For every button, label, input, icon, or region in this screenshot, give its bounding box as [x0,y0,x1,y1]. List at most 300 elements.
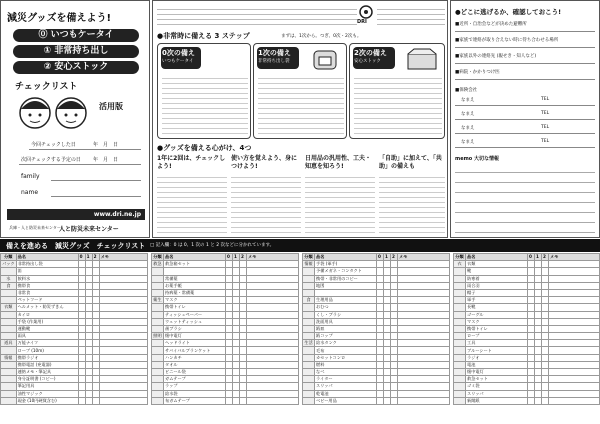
checkbox-cell[interactable] [384,282,391,289]
contact-field-1[interactable] [455,47,595,48]
checkbox-cell[interactable] [240,369,247,376]
checkbox-cell[interactable] [528,261,535,268]
checkbox-cell[interactable] [391,325,398,332]
checkbox-cell[interactable] [240,397,247,404]
memo-cell[interactable] [99,261,147,268]
memo-cell[interactable] [549,325,600,332]
checkbox-cell[interactable] [78,318,85,325]
checkbox-cell[interactable] [377,361,384,368]
checkbox-cell[interactable] [384,268,391,275]
checkbox-cell[interactable] [535,333,542,340]
memo-cell[interactable] [549,268,600,275]
checkbox-cell[interactable] [391,304,398,311]
checkbox-cell[interactable] [384,333,391,340]
memo-cell[interactable] [398,390,450,397]
checkbox-cell[interactable] [240,333,247,340]
checkbox-cell[interactable] [92,304,99,311]
checkbox-cell[interactable] [542,376,549,383]
checkbox-cell[interactable] [377,311,384,318]
memo-cell[interactable] [398,268,450,275]
checkbox-cell[interactable] [528,268,535,275]
checkbox-cell[interactable] [542,311,549,318]
checkbox-cell[interactable] [85,289,92,296]
name-field[interactable] [51,196,141,197]
checkbox-cell[interactable] [391,282,398,289]
checkbox-cell[interactable] [226,311,233,318]
memo-cell[interactable] [99,304,147,311]
checkbox-cell[interactable] [233,325,240,332]
checkbox-cell[interactable] [535,354,542,361]
checkbox-cell[interactable] [240,376,247,383]
checkbox-cell[interactable] [92,311,99,318]
checkbox-cell[interactable] [226,383,233,390]
checkbox-cell[interactable] [92,383,99,390]
checkbox-cell[interactable] [233,282,240,289]
checkbox-cell[interactable] [542,261,549,268]
memo-cell[interactable] [549,347,600,354]
checkbox-cell[interactable] [85,397,92,404]
checkbox-cell[interactable] [226,340,233,347]
check-today-date[interactable]: 年 月 日 [93,142,119,148]
checkbox-cell[interactable] [391,361,398,368]
checkbox-cell[interactable] [542,325,549,332]
checkbox-cell[interactable] [92,347,99,354]
checkbox-cell[interactable] [85,297,92,304]
checkbox-cell[interactable] [377,376,384,383]
checkbox-cell[interactable] [226,376,233,383]
memo-cell[interactable] [247,369,299,376]
checkbox-cell[interactable] [78,390,85,397]
checkbox-cell[interactable] [85,311,92,318]
memo-cell[interactable] [549,275,600,282]
checkbox-cell[interactable] [233,369,240,376]
checkbox-cell[interactable] [226,397,233,404]
checkbox-cell[interactable] [528,383,535,390]
memo-cell[interactable] [549,397,600,404]
checkbox-cell[interactable] [85,325,92,332]
checkbox-cell[interactable] [528,289,535,296]
checkbox-cell[interactable] [542,369,549,376]
memo-cell[interactable] [549,282,600,289]
checkbox-cell[interactable] [542,361,549,368]
memo-cell[interactable] [398,289,450,296]
checkbox-cell[interactable] [391,383,398,390]
checkbox-cell[interactable] [233,275,240,282]
checkbox-cell[interactable] [535,261,542,268]
checkbox-cell[interactable] [240,304,247,311]
memo-cell[interactable] [99,390,147,397]
checkbox-cell[interactable] [384,340,391,347]
checkbox-cell[interactable] [391,261,398,268]
checkbox-cell[interactable] [85,268,92,275]
memo-cell[interactable] [549,311,600,318]
checkbox-cell[interactable] [240,282,247,289]
memo-cell[interactable] [398,297,450,304]
memo-cell[interactable] [99,268,147,275]
checkbox-cell[interactable] [233,340,240,347]
checkbox-cell[interactable] [535,361,542,368]
memo-cell[interactable] [549,390,600,397]
memo-cell[interactable] [549,369,600,376]
checkbox-cell[interactable] [528,318,535,325]
checkbox-cell[interactable] [391,268,398,275]
checkbox-cell[interactable] [528,340,535,347]
memo-cell[interactable] [99,347,147,354]
memo-cell[interactable] [247,318,299,325]
checkbox-cell[interactable] [92,376,99,383]
checkbox-cell[interactable] [233,297,240,304]
checkbox-cell[interactable] [78,397,85,404]
memo-cell[interactable] [247,390,299,397]
checkbox-cell[interactable] [85,318,92,325]
checkbox-cell[interactable] [391,311,398,318]
family-field[interactable] [51,180,141,181]
memo-cell[interactable] [398,376,450,383]
checkbox-cell[interactable] [391,369,398,376]
memo-cell[interactable] [398,340,450,347]
checkbox-cell[interactable] [240,268,247,275]
checkbox-cell[interactable] [78,369,85,376]
checkbox-cell[interactable] [78,361,85,368]
checkbox-cell[interactable] [377,383,384,390]
checkbox-cell[interactable] [391,275,398,282]
checkbox-cell[interactable] [85,333,92,340]
checkbox-cell[interactable] [92,318,99,325]
memo-cell[interactable] [398,325,450,332]
checkbox-cell[interactable] [92,397,99,404]
checkbox-cell[interactable] [391,347,398,354]
checkbox-cell[interactable] [542,304,549,311]
checkbox-cell[interactable] [542,282,549,289]
memo-cell[interactable] [398,311,450,318]
checkbox-cell[interactable] [391,333,398,340]
checkbox-cell[interactable] [85,304,92,311]
memo-cell[interactable] [549,361,600,368]
memo-cell[interactable] [549,297,600,304]
memo-cell[interactable] [549,376,600,383]
checkbox-cell[interactable] [226,369,233,376]
checkbox-cell[interactable] [78,376,85,383]
memo-cell[interactable] [549,318,600,325]
memo-cell[interactable] [247,376,299,383]
checkbox-cell[interactable] [384,304,391,311]
memo-cell[interactable] [549,340,600,347]
memo-cell[interactable] [99,383,147,390]
memo-cell[interactable] [247,383,299,390]
checkbox-cell[interactable] [528,282,535,289]
memo-cell[interactable] [549,354,600,361]
checkbox-cell[interactable] [542,354,549,361]
checkbox-cell[interactable] [384,390,391,397]
checkbox-cell[interactable] [384,354,391,361]
checkbox-cell[interactable] [92,297,99,304]
checkbox-cell[interactable] [542,268,549,275]
checkbox-cell[interactable] [78,354,85,361]
checkbox-cell[interactable] [78,311,85,318]
memo-cell[interactable] [549,383,600,390]
checkbox-cell[interactable] [78,304,85,311]
checkbox-cell[interactable] [535,289,542,296]
checkbox-cell[interactable] [391,318,398,325]
memo-cell[interactable] [99,275,147,282]
checkbox-cell[interactable] [85,282,92,289]
checkbox-cell[interactable] [226,261,233,268]
memo-cell[interactable] [99,361,147,368]
check-next-date[interactable]: 年 月 日 [93,157,119,163]
checkbox-cell[interactable] [226,318,233,325]
memo-cell[interactable] [549,304,600,311]
checkbox-cell[interactable] [240,340,247,347]
checkbox-cell[interactable] [377,261,384,268]
checkbox-cell[interactable] [233,289,240,296]
checkbox-cell[interactable] [535,297,542,304]
memo-cell[interactable] [247,282,299,289]
checkbox-cell[interactable] [92,325,99,332]
checkbox-cell[interactable] [240,347,247,354]
checkbox-cell[interactable] [377,275,384,282]
checkbox-cell[interactable] [377,297,384,304]
checkbox-cell[interactable] [535,275,542,282]
checkbox-cell[interactable] [542,318,549,325]
checkbox-cell[interactable] [226,347,233,354]
checkbox-cell[interactable] [78,325,85,332]
memo-cell[interactable] [247,347,299,354]
checkbox-cell[interactable] [78,383,85,390]
checkbox-cell[interactable] [528,297,535,304]
checkbox-cell[interactable] [384,311,391,318]
checkbox-cell[interactable] [535,282,542,289]
memo-cell[interactable] [247,297,299,304]
checkbox-cell[interactable] [233,261,240,268]
checkbox-cell[interactable] [85,369,92,376]
memo-cell[interactable] [99,325,147,332]
checkbox-cell[interactable] [528,390,535,397]
memo-cell[interactable] [398,383,450,390]
memo-cell[interactable] [99,318,147,325]
memo-cell[interactable] [99,289,147,296]
checkbox-cell[interactable] [92,289,99,296]
memo-cell[interactable] [247,361,299,368]
checkbox-cell[interactable] [384,397,391,404]
memo-cell[interactable] [247,397,299,404]
checkbox-cell[interactable] [384,261,391,268]
checkbox-cell[interactable] [92,268,99,275]
checkbox-cell[interactable] [78,261,85,268]
checkbox-cell[interactable] [92,333,99,340]
checkbox-cell[interactable] [384,325,391,332]
checkbox-cell[interactable] [528,325,535,332]
checkbox-cell[interactable] [535,311,542,318]
checkbox-cell[interactable] [240,261,247,268]
checkbox-cell[interactable] [233,318,240,325]
checkbox-cell[interactable] [391,340,398,347]
checkbox-cell[interactable] [78,289,85,296]
memo-cell[interactable] [398,333,450,340]
checkbox-cell[interactable] [92,354,99,361]
memo-cell[interactable] [247,304,299,311]
checkbox-cell[interactable] [240,390,247,397]
checkbox-cell[interactable] [542,297,549,304]
checkbox-cell[interactable] [240,318,247,325]
checkbox-cell[interactable] [233,347,240,354]
checkbox-cell[interactable] [240,383,247,390]
url-text[interactable]: www.dri.ne.jp [93,211,141,218]
checkbox-cell[interactable] [535,397,542,404]
checkbox-cell[interactable] [85,354,92,361]
checkbox-cell[interactable] [384,318,391,325]
checkbox-cell[interactable] [384,275,391,282]
checkbox-cell[interactable] [233,304,240,311]
checkbox-cell[interactable] [240,311,247,318]
memo-cell[interactable] [398,397,450,404]
checkbox-cell[interactable] [535,376,542,383]
memo-cell[interactable] [99,333,147,340]
checkbox-cell[interactable] [92,282,99,289]
checkbox-cell[interactable] [535,383,542,390]
memo-cell[interactable] [398,304,450,311]
checkbox-cell[interactable] [233,376,240,383]
checkbox-cell[interactable] [384,361,391,368]
checkbox-cell[interactable] [535,304,542,311]
memo-cell[interactable] [549,261,600,268]
checkbox-cell[interactable] [240,275,247,282]
checkbox-cell[interactable] [384,376,391,383]
checkbox-cell[interactable] [377,289,384,296]
checkbox-cell[interactable] [92,340,99,347]
memo-cell[interactable] [398,347,450,354]
memo-cell[interactable] [247,354,299,361]
checkbox-cell[interactable] [240,297,247,304]
checkbox-cell[interactable] [391,376,398,383]
checkbox-cell[interactable] [78,297,85,304]
checkbox-cell[interactable] [240,354,247,361]
checkbox-cell[interactable] [226,333,233,340]
memo-cell[interactable] [398,354,450,361]
checkbox-cell[interactable] [233,268,240,275]
checkbox-cell[interactable] [384,289,391,296]
memo-cell[interactable] [247,275,299,282]
checkbox-cell[interactable] [92,261,99,268]
checkbox-cell[interactable] [384,369,391,376]
checkbox-cell[interactable] [377,340,384,347]
checkbox-cell[interactable] [391,289,398,296]
memo-cell[interactable] [99,282,147,289]
memo-cell[interactable] [549,289,600,296]
checkbox-cell[interactable] [528,304,535,311]
checkbox-cell[interactable] [92,390,99,397]
checkbox-cell[interactable] [233,333,240,340]
checkbox-cell[interactable] [377,354,384,361]
checkbox-cell[interactable] [391,397,398,404]
checkbox-cell[interactable] [528,361,535,368]
checkbox-cell[interactable] [226,275,233,282]
checkbox-cell[interactable] [535,390,542,397]
memo-cell[interactable] [398,361,450,368]
memo-cell[interactable] [398,261,450,268]
checkbox-cell[interactable] [85,390,92,397]
memo-cell[interactable] [247,333,299,340]
checkbox-cell[interactable] [78,282,85,289]
checkbox-cell[interactable] [377,318,384,325]
checkbox-cell[interactable] [78,347,85,354]
checkbox-cell[interactable] [233,397,240,404]
checkbox-cell[interactable] [377,369,384,376]
memo-cell[interactable] [247,261,299,268]
checkbox-cell[interactable] [85,340,92,347]
checkbox-cell[interactable] [391,390,398,397]
checkbox-cell[interactable] [542,333,549,340]
checkbox-cell[interactable] [92,369,99,376]
checkbox-cell[interactable] [377,333,384,340]
checkbox-cell[interactable] [85,383,92,390]
checkbox-cell[interactable] [535,369,542,376]
checkbox-cell[interactable] [542,383,549,390]
checkbox-cell[interactable] [226,390,233,397]
checkbox-cell[interactable] [226,325,233,332]
memo-cell[interactable] [398,275,450,282]
checkbox-cell[interactable] [535,318,542,325]
checkbox-cell[interactable] [226,304,233,311]
checkbox-cell[interactable] [240,289,247,296]
checkbox-cell[interactable] [233,354,240,361]
memo-cell[interactable] [99,354,147,361]
checkbox-cell[interactable] [240,325,247,332]
checkbox-cell[interactable] [542,390,549,397]
checkbox-cell[interactable] [377,347,384,354]
checkbox-cell[interactable] [528,333,535,340]
checkbox-cell[interactable] [226,361,233,368]
checkbox-cell[interactable] [78,333,85,340]
checkbox-cell[interactable] [528,376,535,383]
checkbox-cell[interactable] [535,340,542,347]
memo-cell[interactable] [398,282,450,289]
checkbox-cell[interactable] [384,347,391,354]
checkbox-cell[interactable] [92,275,99,282]
checkbox-cell[interactable] [78,268,85,275]
checkbox-cell[interactable] [528,347,535,354]
checkbox-cell[interactable] [528,397,535,404]
checkbox-cell[interactable] [226,297,233,304]
checkbox-cell[interactable] [233,361,240,368]
checkbox-cell[interactable] [85,376,92,383]
checkbox-cell[interactable] [233,390,240,397]
checkbox-cell[interactable] [377,304,384,311]
checkbox-cell[interactable] [226,289,233,296]
memo-area[interactable] [455,163,595,233]
checkbox-cell[interactable] [78,340,85,347]
memo-cell[interactable] [549,333,600,340]
checkbox-cell[interactable] [535,325,542,332]
checkbox-cell[interactable] [391,354,398,361]
memo-cell[interactable] [398,318,450,325]
checkbox-cell[interactable] [233,383,240,390]
checkbox-cell[interactable] [528,369,535,376]
checkbox-cell[interactable] [226,268,233,275]
checkbox-cell[interactable] [528,275,535,282]
checkbox-cell[interactable] [542,397,549,404]
checkbox-cell[interactable] [226,354,233,361]
checkbox-cell[interactable] [528,311,535,318]
checkbox-cell[interactable] [384,297,391,304]
memo-cell[interactable] [99,376,147,383]
memo-cell[interactable] [99,297,147,304]
checkbox-cell[interactable] [528,354,535,361]
checkbox-cell[interactable] [535,347,542,354]
checkbox-cell[interactable] [377,268,384,275]
checkbox-cell[interactable] [377,282,384,289]
memo-cell[interactable] [247,340,299,347]
memo-cell[interactable] [99,369,147,376]
